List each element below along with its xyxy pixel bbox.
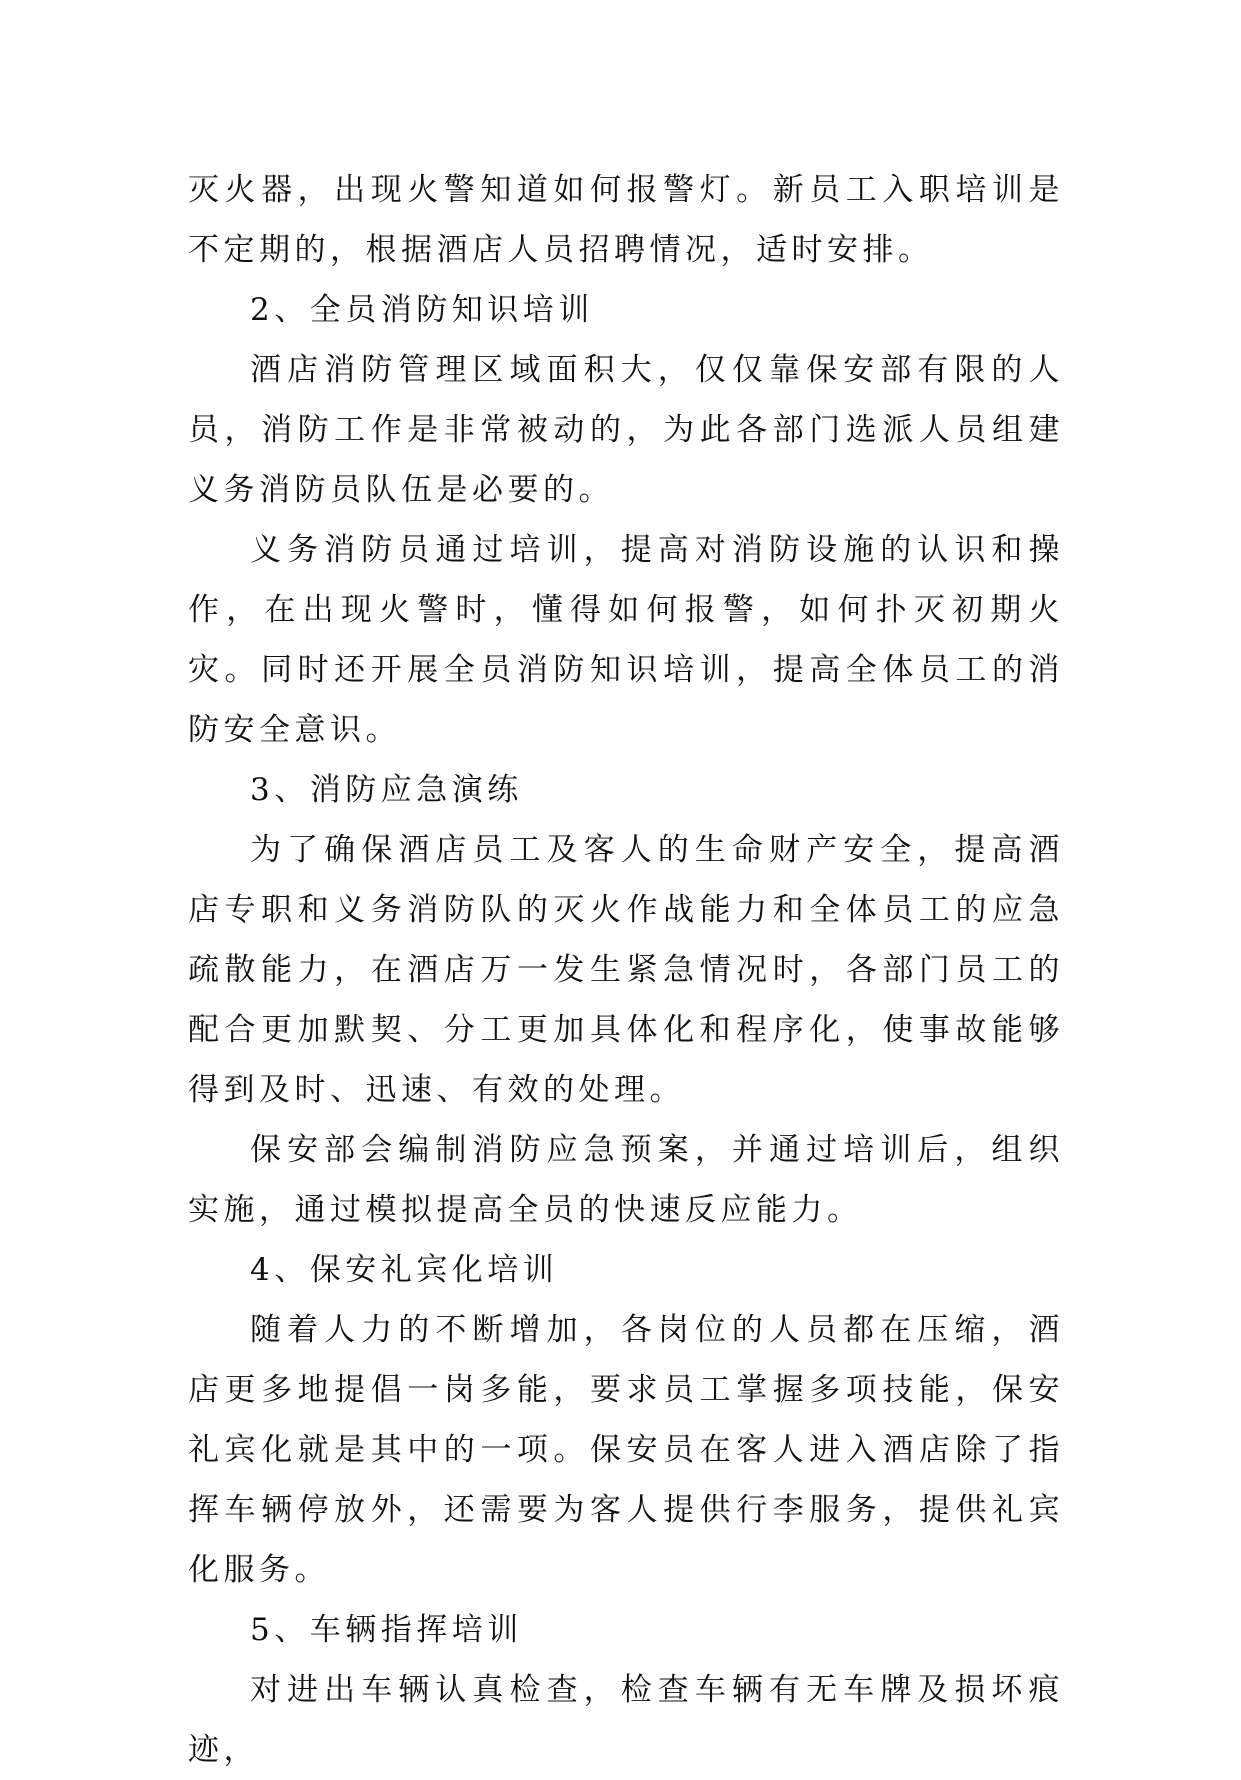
paragraph: 义务消防员通过培训，提高对消防设施的认识和操作，在出现火警时，懂得如何报警，如何扑灭初期火灾。同时还开展全员消防知识培训，提高全体员工的消防安全意识。	[188, 532, 1064, 748]
paragraph: 酒店消防管理区域面积大，仅仅靠保安部有限的人员，消防工作是非常被动的，为此各部门选派人员组建义务消防员队伍是必要的。	[188, 352, 1064, 508]
paragraph-continued: 灭火器，出现火警知道如何报警灯。新员工入职培训是不定期的，根据酒店人员招聘情况，适时安排。	[188, 172, 1064, 268]
section-heading-5: 5、车辆指挥培训	[250, 1612, 523, 1648]
paragraph: 随着人力的不断增加，各岗位的人员都在压缩，酒店更多地提倡一岗多能，要求员工掌握多项技能，保安礼宾化就是其中的一项。保安员在客人进入酒店除了指挥车辆停放外，还需要为客人提供行李服务，提供礼宾化服务。	[188, 1312, 1064, 1588]
paragraph: 保安部会编制消防应急预案，并通过培训后，组织实施，通过模拟提高全员的快速反应能力。	[188, 1132, 1064, 1228]
paragraph: 为了确保酒店员工及客人的生命财产安全，提高酒店专职和义务消防队的灭火作战能力和全体员工的应急疏散能力，在酒店万一发生紧急情况时，各部门员工的配合更加默契、分工更加具体化和程序化，使事故能够得到及时、迅速、有效的处理。	[188, 832, 1064, 1108]
section-heading-2: 2、全员消防知识培训	[250, 292, 594, 328]
document-body	[188, 160, 1064, 1780]
section-heading-3: 3、消防应急演练	[250, 772, 523, 808]
section-heading-4: 4、保安礼宾化培训	[250, 1252, 559, 1288]
paragraph: 对进出车辆认真检查，检查车辆有无车牌及损坏痕迹，	[188, 1672, 1064, 1768]
